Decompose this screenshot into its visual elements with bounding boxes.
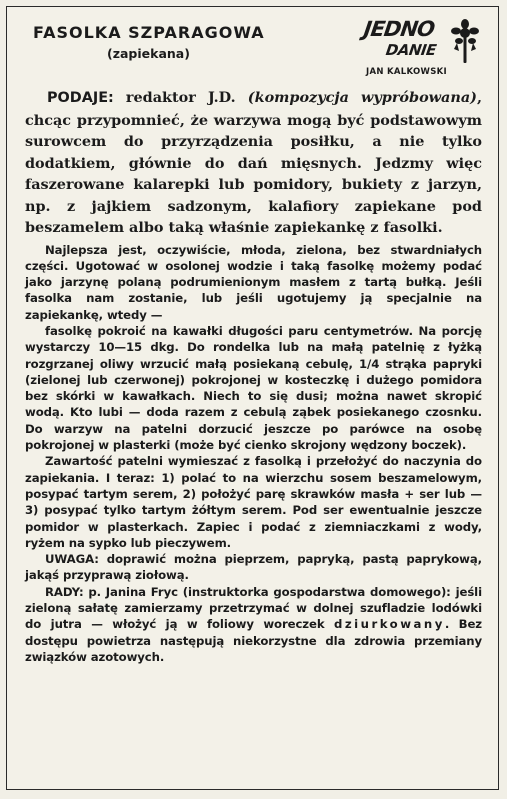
rady-paragraph: [25, 584, 482, 665]
paragraph-3: Zawartość patelni wymieszać z fasolką i przełożyć do naczynia do zapiekania. I teraz: 1) polać to na wierzchu sosem beszamelowym, posypać tartym serem, 2) położyć parę skrawków masła + ser lub — 3) posypać tylko tartym żółtym serem. Pod ser ewentualnie jeszcze pomidor w plasterkach. Zapiec i podać z ziemniaczkami z wody, ryżem na sypko lub pieczywem.: [25, 454, 482, 550]
paragraph-2: fasolkę pokroić na kawałki długości paru centymetrów. Na porcję wystarczy 10—15 dkg. Do rondelka lub na małą patelnię z łyżką rozgrzanej oliwy wrzucić małą posiekaną cebulę, 1/4 strąka papryki (zielonej lub czerwonej) pokrojonej w kosteczkę i dużego pomidora bez skórki w kawałkach. Niech to się dusi; można nawet skropić wodą. Kto lubi — doda razem z cebulą ząbek posiekanego czosnku. Do warzyw na patelni dorzucić jeszcze po parówce na osobę pokrojonej w plasterki (może być cienko skrojony wędzony boczek).: [25, 323, 482, 453]
logo-author-name: JAN KALKOWSKI: [366, 67, 447, 77]
article-subtitle: (zapiekana): [107, 46, 190, 61]
lead-text: , chcąc przypomnieć, że warzywa mogą być podstawowym surowcem do przyrządzenia posiłku, a nie tylko dodatkiem, głównie do dań mięsnych. Jedzmy więc faszerowane kalarepki lub pomidory, bukiety z jarzyn, np. z jajkiem sadzonym, kalafiory zapiekane pod beszamelem albo taką właśnie zapiekankę z fasolki.: [25, 89, 482, 236]
article-title: FASOLKA SZPARAGOWA: [33, 23, 265, 42]
lead-label: PODAJE:: [47, 90, 114, 106]
rady-label: RADY:: [45, 584, 84, 599]
column-logo: [362, 17, 480, 83]
newspaper-clipping: [6, 6, 499, 790]
article-header: [25, 17, 482, 87]
fork-flower-icon: [448, 19, 482, 65]
lead-paragraph: [25, 87, 482, 239]
rady-spaced-word: dziurkowany: [333, 617, 445, 632]
rady-text-1: p. Janina Fryc (instruktorka gospodarstwa domowego): jeśli zieloną sałatę zamierzamy przetrzymać w dolnej szufladzie lodówki do jutra — włożyć ją w foliowy woreczek: [25, 584, 482, 632]
uwaga-text: doprawić można pieprzem, papryką, pastą paprykową, jakąś przyprawą ziołową.: [25, 552, 482, 583]
uwaga-label: UWAGA:: [45, 552, 99, 567]
logo-text-line2: DANIE: [384, 41, 438, 59]
logo-text-line1: JEDNO: [362, 17, 436, 41]
uwaga-paragraph: [25, 551, 482, 584]
paragraph-1: Najlepsza jest, oczywiście, młoda, zielona, bez stwardniałych części. Ugotować w osolonej wodzie i taką fasolkę możemy podać jako jarzynę polaną podrumienionym masłem z tartą bułką. Jeśli fasolka nam zostanie, lub jeśli ugotujemy ją specjalnie na zapiekankę, wtedy —: [25, 242, 482, 322]
lead-note: (kompozycja wypróbowana): [247, 89, 477, 106]
lead-author: redaktor J.D.: [113, 89, 248, 106]
rady-text-2: . Bez dostępu powietrza następują niekorzystne dla zdrowia przemiany związków azotowych.: [25, 617, 482, 664]
